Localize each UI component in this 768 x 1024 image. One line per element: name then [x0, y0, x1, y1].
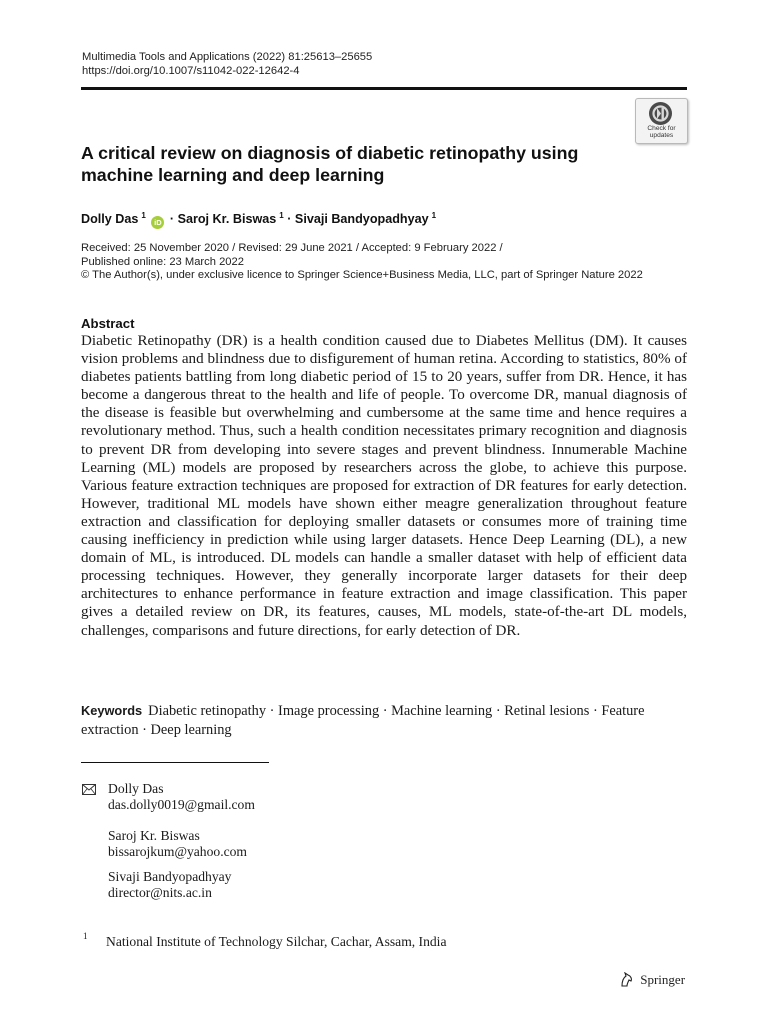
envelope-icon	[82, 782, 96, 800]
journal-header	[82, 51, 372, 78]
springer-horse-icon	[619, 972, 640, 987]
check-for-updates-icon	[649, 102, 672, 125]
journal-citation: Multimedia Tools and Applications (2022) 81:25613–25655	[82, 51, 373, 63]
abstract-text: Diabetic Retinopathy (DR) is a health condition caused due to Diabetes Mellitus (DM). It causes vision problems and blindness due to disfigurement of human retina. According to statistics, 80% of diabetes patients battling from long diabetic period of 15 to 20 years, suffer from DR. Hence, it has become a dangerous threat to the health and life of people. To overcome DR, manual diagnosis of the disease is feasible but overwhelming and cumbersome at the same time and hence requires a revolutionary method. Thus, such a health condition necessitates primary recognition and diagnosis to prevent DR from developing into severe stages and prevent blindness. Innumerable Machine Learning (ML) models are proposed by researchers across the globe, to achieve this purpose. Various feature extraction techniques are proposed for extraction of DR features for early detection. However, traditional ML models have shown either meagre generalization throughout feature extraction and classification for deploying smaller datasets or consumes more of training time causing inefficiency in prediction while using larger datasets. Hence Deep Learning (DL), a new domain of ML, is introduced. DL models can handle a smaller dataset with help of efficient data processing techniques. However, they generally incorporate larger datasets for their deep architectures to enhance performance in feature extraction and image classification. This paper gives a detailed review on DR, its features, causes, ML models, state-of-the-art DL models, challenges, comparisons and future directions, for early detection of DR.	[81, 333, 687, 639]
contact-name: Saroj Kr. Biswas	[108, 828, 200, 843]
footnote-rule	[81, 762, 269, 763]
author-name[interactable]: Saroj Kr. Biswas	[177, 212, 277, 226]
orcid-icon[interactable]: iD	[151, 216, 164, 229]
dates-line2: Published online: 23 March 2022	[81, 255, 244, 268]
author-name[interactable]: Dolly Das	[81, 212, 139, 226]
affiliation-text: National Institute of Technology Silchar, Cachar, Assam, India	[106, 934, 447, 949]
springer-logo	[619, 972, 685, 988]
dates-line1: Received: 25 November 2020 / Revised: 29 June 2021 / Accepted: 9 February 2022 /	[81, 242, 503, 254]
check-for-updates-badge[interactable]	[635, 98, 688, 144]
doi-link[interactable]: https://doi.org/10.1007/s11042-022-12642-4	[82, 64, 300, 77]
contact-block	[108, 869, 231, 901]
contact-email[interactable]: director@nits.ac.in	[108, 885, 212, 900]
copyright-line: © The Author(s), under exclusive licence to Springer Science+Business Media, LLC, part of Springer Nature 2022	[81, 269, 643, 281]
contact-name: Sivaji Bandyopadhyay	[108, 869, 232, 884]
keywords-block	[81, 702, 687, 739]
contact-name: Dolly Das	[108, 781, 164, 796]
abstract-heading: Abstract	[81, 316, 135, 331]
contact-block	[108, 781, 255, 813]
author-affil-sup: 1	[141, 211, 146, 220]
contact-block	[108, 828, 247, 860]
header-rule	[81, 87, 687, 90]
author-name[interactable]: Sivaji Bandyopadhyay	[294, 212, 429, 226]
author-affil-sup: 1	[279, 211, 284, 220]
author-affil-sup: 1	[431, 211, 437, 220]
affiliation-sup: 1	[83, 931, 88, 941]
paper-title: A critical review on diagnosis of diabetic retinopathy using machine learning and deep learning	[81, 143, 579, 185]
keywords-label: Keywords	[81, 703, 143, 718]
keywords-text: Diabetic retinopathy · Image processing · Machine learning · Retinal lesions · Feature extraction · Deep learning	[81, 703, 645, 738]
author-list: Dolly Das $^1$ iD · Saroj Kr. Biswas $^1$ · Sivaji Bandyopadhyay $^1$	[81, 211, 437, 227]
publication-dates	[81, 242, 686, 283]
badge-line1: Check for	[647, 125, 676, 132]
contact-email[interactable]: das.dolly0019@gmail.com	[108, 797, 255, 812]
contact-email[interactable]: bissarojkum@yahoo.com	[108, 844, 247, 859]
publisher-name: Springer	[640, 972, 686, 987]
badge-line2: updates	[649, 132, 674, 139]
